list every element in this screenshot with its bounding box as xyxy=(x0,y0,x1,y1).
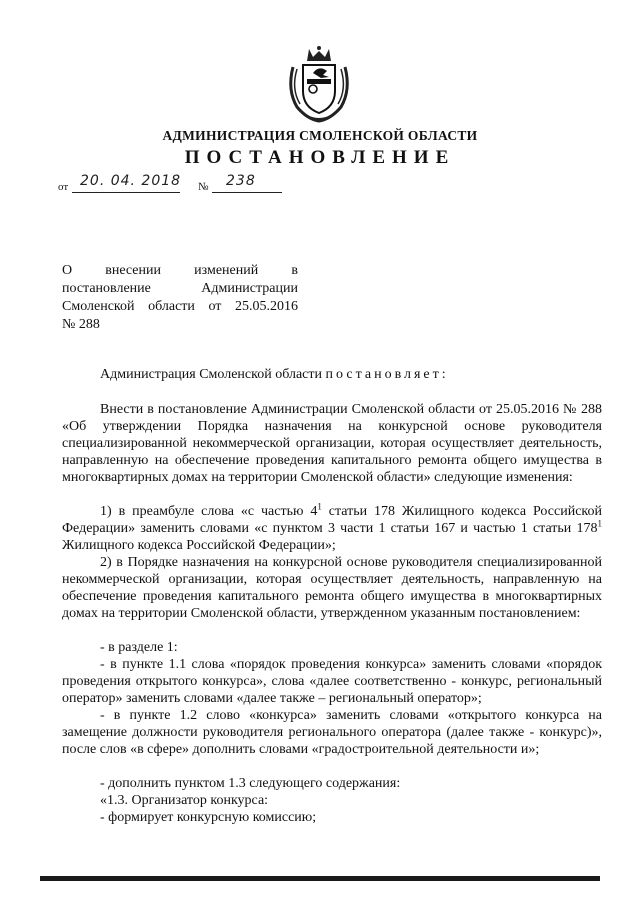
paragraph-quote-1-3: «1.3. Организатор конкурса: xyxy=(100,793,269,808)
paragraph-point-1-1: - в пункте 1.1 слова «порядок проведения конкурса» заменить словами «порядок проведения открытого конкурса», слова «далее соответственно - конкурс, региональный оператор» заменить словами «далее также – региональный оператор»; xyxy=(62,657,602,706)
organization-title: АДМИНИСТРАЦИЯ СМОЛЕНСКОЙ ОБЛАСТИ xyxy=(162,128,478,143)
preamble: Администрация Смоленской области постановляет: xyxy=(100,367,449,382)
subject-line: Смоленской области от 25.05.2016 xyxy=(62,299,298,314)
paragraph-section-1: - в разделе 1: xyxy=(100,640,178,655)
date-value: 20. 04. 2018 xyxy=(80,173,182,189)
page-bottom-rule xyxy=(40,876,600,881)
paragraph-item-2: 2) в Порядке назначения на конкурсной основе руководителя специализированной некоммерческой организации, которая осуществляет деятельность, направленную на обеспечение проведения капитального ремонта общего имущества в многоквартирных домах на территории Смоленской области, утвержденном указанным постановлением: xyxy=(62,555,602,621)
paragraph-main: Внести в постановление Администрации Смоленской области от 25.05.2016 № 288 «Об утверждении Порядка назначения на конкурсной основе руководителя специализированной некоммерческой организации, которая осуществляет деятельность, направленную на обеспечение проведения капитального ремонта общего имущества в многоквартирных домах на территории Смоленской области» следующие изменения: xyxy=(62,402,602,485)
date-label: от xyxy=(58,181,69,193)
paragraph-point-1-2: - в пункте 1.2 слово «конкурса» заменить словами «открытого конкурса на замещение должности руководителя регионального оператора (далее также - конкурс)», после слов «в сфере» дополнить словами «градостроительной деятельности и»; xyxy=(62,708,602,757)
paragraph-commission: - формирует конкурсную комиссию; xyxy=(100,810,317,825)
smolensk-coat-of-arms-icon xyxy=(283,45,355,125)
number-label: № xyxy=(198,181,209,193)
document-subject xyxy=(62,262,298,334)
subject-line: О внесении изменений в xyxy=(62,263,298,278)
number-value: 238 xyxy=(226,173,256,189)
subject-line: постановление Администрации xyxy=(62,281,298,296)
subject-line: № 288 xyxy=(62,317,100,332)
date-number-line xyxy=(58,173,318,195)
paragraph-add-1-3: - дополнить пунктом 1.3 следующего содержания: xyxy=(100,776,401,791)
document-type: ПОСТАНОВЛЕНИЕ xyxy=(184,147,456,168)
paragraph-item-1: 1) в преамбуле слова «с частью $4^1$ статьи 178 Жилищного кодекса Российской Федерации» заменить словами «с пунктом 3 части 1 статьи 167 и частью 1 статьи $178^1$ Жилищного кодекса Российской Федерации»; xyxy=(62,501,602,553)
